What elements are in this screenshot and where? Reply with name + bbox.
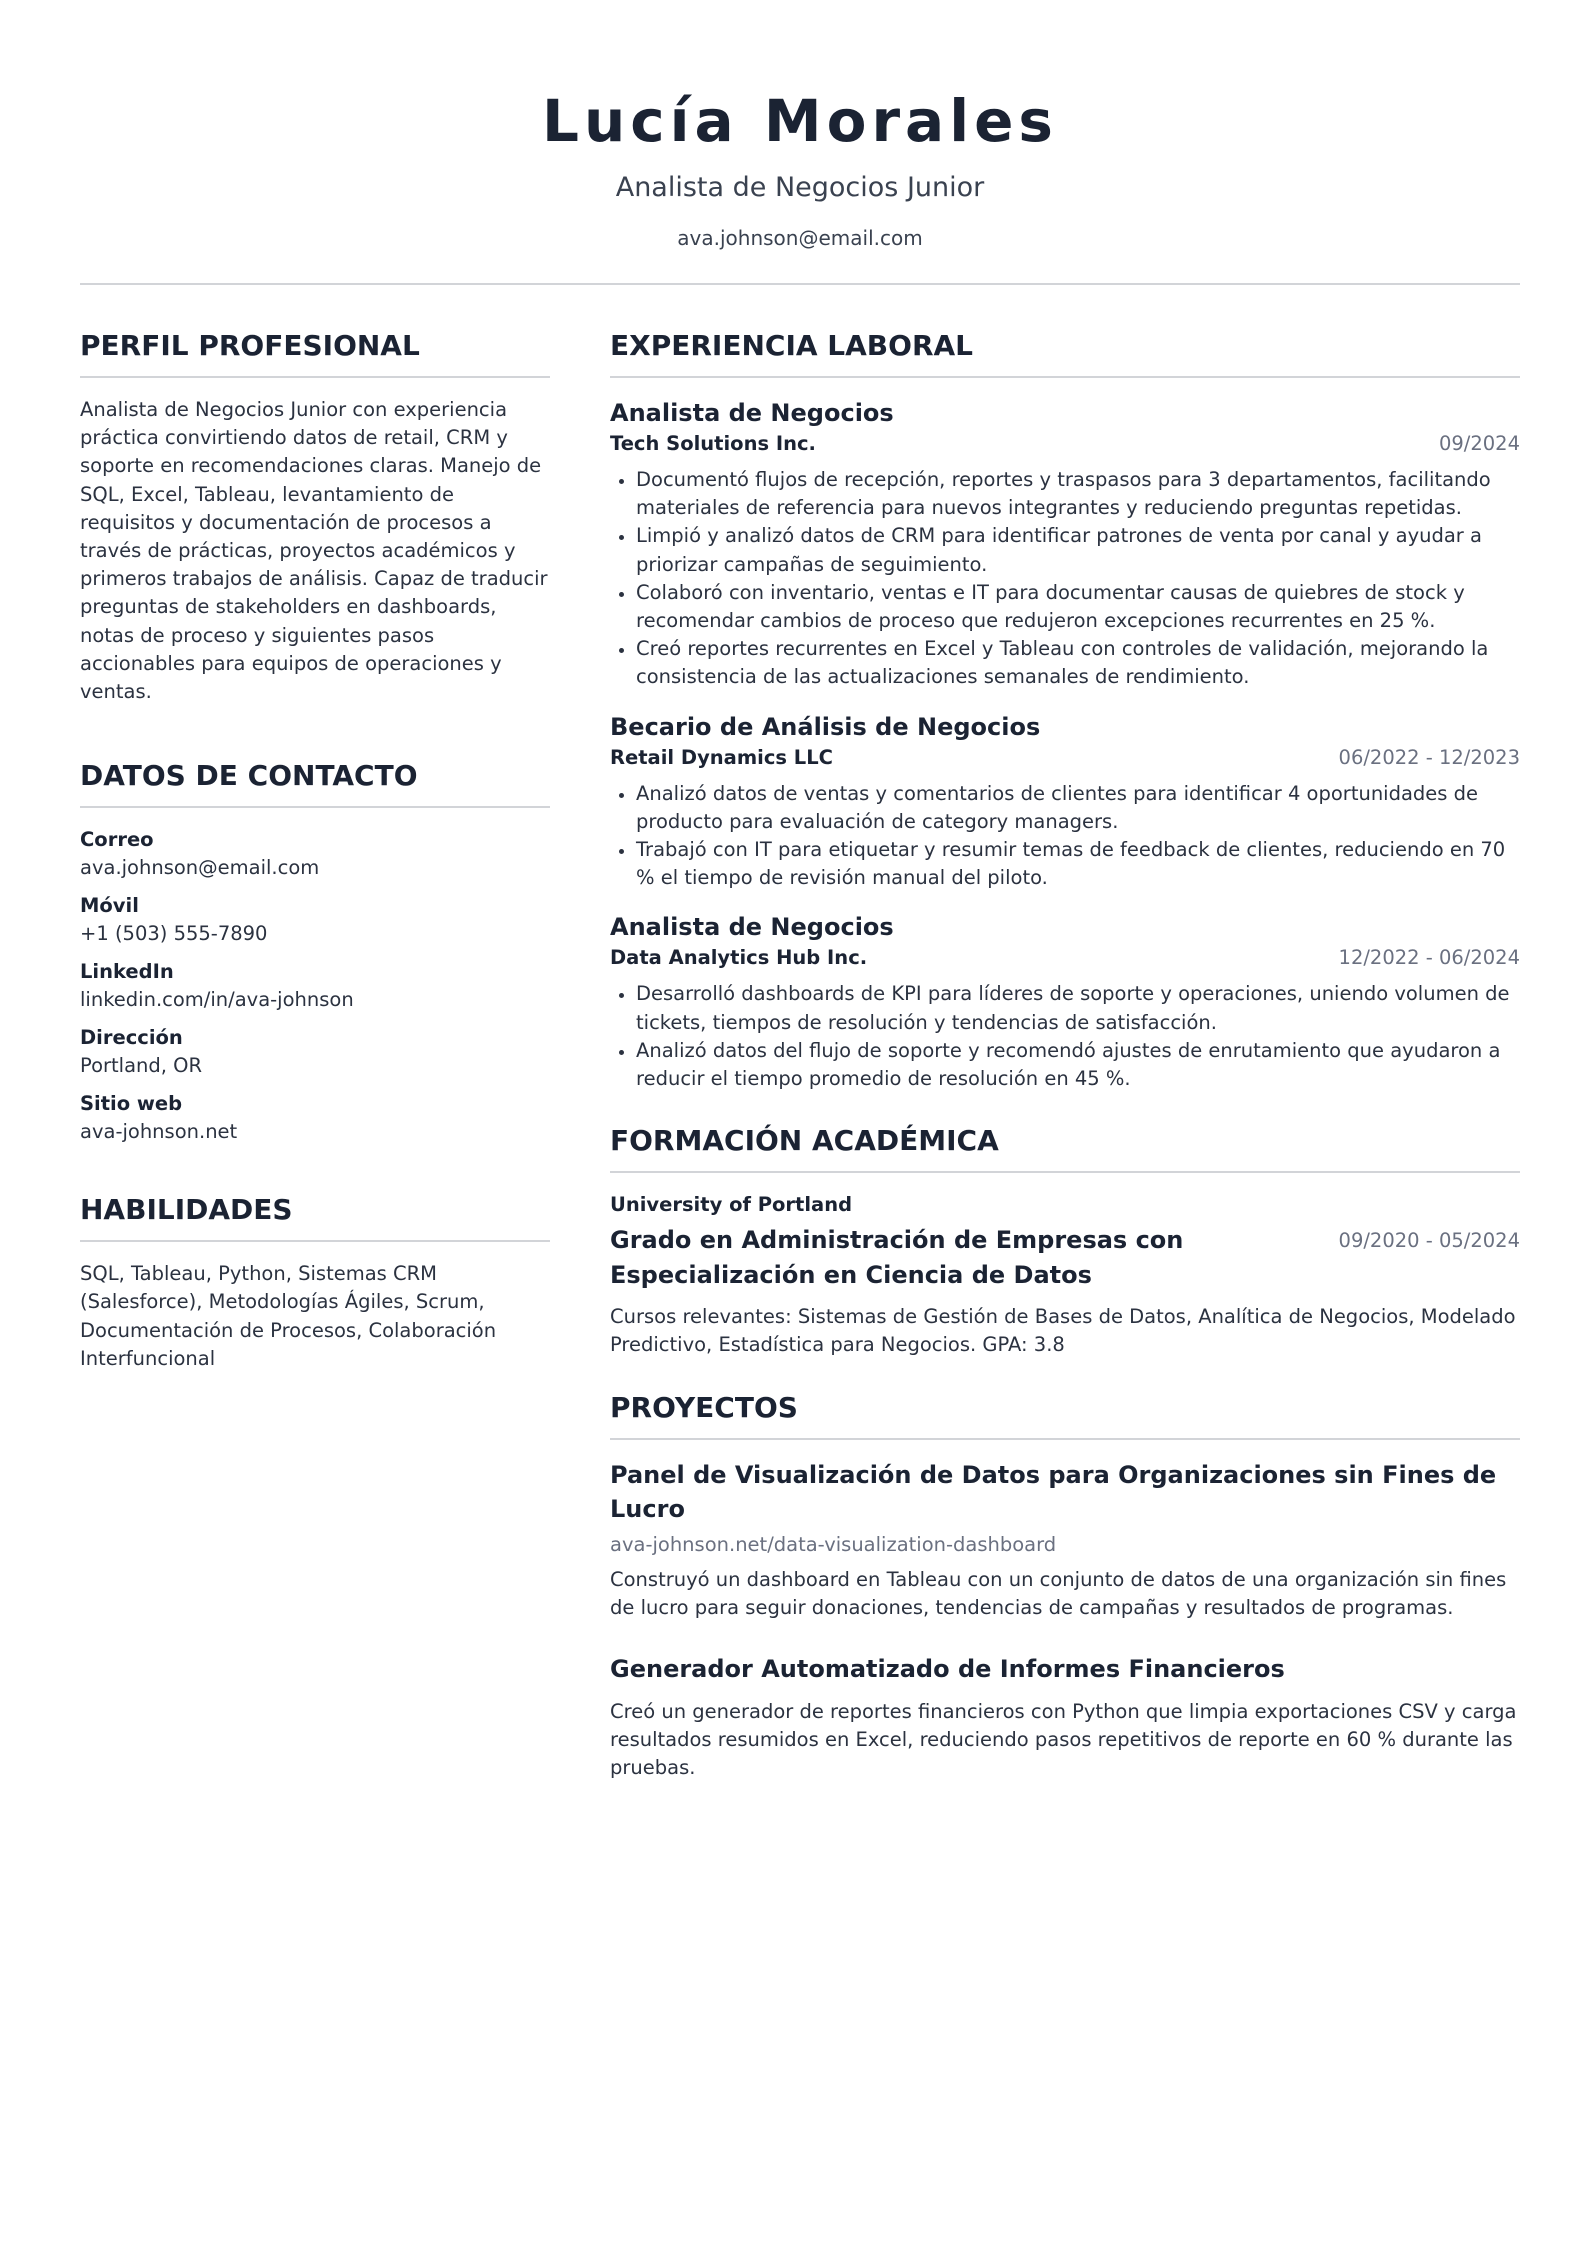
contact-value-website: ava-johnson.net — [80, 1120, 238, 1144]
job-company: Data Analytics Hub Inc. — [610, 946, 868, 970]
education-date: 09/2020 - 05/2024 — [1338, 1229, 1520, 1253]
job-entry — [610, 910, 1520, 1093]
contact-value-mobile: +1 (503) 555-7890 — [80, 922, 268, 946]
education-school: University of Portland — [610, 1193, 853, 1217]
project-description: Construyó un dashboard en Tableau con un conjunto de datos de una organización sin fines de lucro para seguir donaciones, tendencias de campañas y resultados de programas. — [610, 1567, 1507, 1619]
job-bullet: Trabajó con IT para etiquetar y resumir temas de feedback de clientes, reduciendo en 70 % el tiempo de revisión manual del piloto. — [610, 836, 1520, 892]
project-entry — [610, 1458, 1520, 1622]
contact-list — [80, 826, 550, 1146]
job-meta — [610, 944, 1520, 972]
contact-title: DATOS DE CONTACTO — [80, 754, 550, 808]
contact-label-address: Dirección — [80, 1026, 183, 1050]
projects-title: PROYECTOS — [610, 1386, 1520, 1440]
job-bullets — [610, 466, 1520, 692]
experience-title: EXPERIENCIA LABORAL — [610, 324, 1520, 378]
job-entry — [610, 710, 1520, 893]
skills-section — [80, 1188, 550, 1373]
job-bullet: Limpió y analizó datos de CRM para identificar patrones de venta por canal y ayudar a priorizar campañas de seguimiento. — [610, 522, 1520, 578]
education-degree: Grado en Administración de Empresas con Especialización en Ciencia de Datos — [610, 1226, 1184, 1290]
resume-header — [80, 80, 1520, 252]
education-description: Cursos relevantes: Sistemas de Gestión de Bases de Datos, Analítica de Negocios, Modelado Predictivo, Estadística para Negocios. GPA: 3.8 — [610, 1305, 1516, 1357]
job-bullet: Desarrolló dashboards de KPI para líderes de soporte y operaciones, uniendo volumen de tickets, tiempos de resolución y tendencias de satisfacción. — [610, 980, 1520, 1036]
project-entry — [610, 1652, 1520, 1783]
contact-value-address: Portland, OR — [80, 1054, 203, 1078]
job-title: Analista de Negocios — [610, 913, 894, 942]
left-column — [80, 324, 550, 1373]
job-title: Analista de Negocios — [610, 399, 894, 427]
job-bullets — [610, 780, 1520, 893]
education-meta — [610, 1223, 1520, 1293]
profile-text: Analista de Negocios Junior con experiencia práctica convirtiendo datos de retail, CRM y soporte en recomendaciones claras. Manejo de SQL, Excel, Tableau, levantamiento de requisitos y documentación de procesos a través de prácticas, proyectos académicos y primeros trabajos de análisis. Capaz de traducir preguntas de stakeholders en dashboards, notas de proceso y siguientes pasos accionables para equipos de operaciones y ventas. — [80, 398, 548, 704]
profile-section — [80, 324, 550, 706]
job-date: 12/2022 - 06/2024 — [1338, 946, 1520, 970]
project-description: Creó un generador de reportes financieros con Python que limpia exportaciones CSV y carga resultados resumidos en Excel, reduciendo pasos repetitivos de reporte en 60 % durante las pruebas. — [610, 1700, 1517, 1780]
job-bullet: Analizó datos de ventas y comentarios de clientes para identificar 4 oportunidades de producto para evaluación de category managers. — [610, 780, 1520, 836]
education-title: FORMACIÓN ACADÉMICA — [610, 1119, 1520, 1173]
header-email: ava.johnson@email.com — [677, 226, 923, 250]
contact-label-email: Correo — [80, 828, 154, 852]
job-bullet: Documentó flujos de recepción, reportes y traspasos para 3 departamentos, facilitando materiales de referencia para nuevos integrantes y reduciendo preguntas repetidas. — [610, 466, 1520, 522]
project-link[interactable]: ava-johnson.net/data-visualization-dashboard — [610, 1532, 1057, 1556]
contact-value-email: ava.johnson@email.com — [80, 856, 320, 880]
job-meta — [610, 744, 1520, 772]
job-bullets — [610, 980, 1520, 1093]
job-company: Retail Dynamics LLC — [610, 745, 833, 769]
job-bullet: Colaboró con inventario, ventas e IT para documentar causas de quiebres de stock y recomendar cambios de proceso que redujeron excepciones recurrentes en 25 %. — [610, 579, 1520, 635]
contact-section — [80, 754, 550, 1146]
job-company: Tech Solutions Inc. — [610, 432, 816, 455]
job-meta — [610, 430, 1520, 458]
job-bullet: Analizó datos del flujo de soporte y recomendó ajustes de enrutamiento que ayudaron a reducir el tiempo promedio de resolución en 45 %. — [610, 1037, 1520, 1093]
contact-label-linkedin: LinkedIn — [80, 960, 174, 984]
contact-label-website: Sitio web — [80, 1092, 183, 1116]
contact-label-mobile: Móvil — [80, 894, 139, 918]
job-bullet: Creó reportes recurrentes en Excel y Tableau con controles de validación, mejorando la consistencia de las actualizaciones semanales de rendimiento. — [610, 635, 1520, 691]
profile-title: PERFIL PROFESIONAL — [80, 324, 550, 378]
job-date: 06/2022 - 12/2023 — [1338, 745, 1520, 769]
education-section — [610, 1119, 1520, 1359]
job-date: 09/2024 — [1438, 432, 1520, 455]
candidate-name: Lucía Morales — [542, 87, 1058, 155]
header-divider — [80, 283, 1520, 285]
project-title: Panel de Visualización de Datos para Organizaciones sin Fines de Lucro — [610, 1460, 1497, 1523]
contact-value-linkedin: linkedin.com/in/ava-johnson — [80, 988, 354, 1012]
experience-section — [610, 324, 1520, 1093]
skills-text: SQL, Tableau, Python, Sistemas CRM (Salesforce), Metodologías Ágiles, Scrum, Documentación de Procesos, Colaboración Interfuncional — [80, 1262, 497, 1370]
right-column — [610, 324, 1520, 1813]
skills-title: HABILIDADES — [80, 1188, 550, 1242]
job-title: Becario de Análisis de Negocios — [610, 712, 1041, 741]
candidate-role: Analista de Negocios Junior — [615, 172, 985, 203]
job-entry — [610, 396, 1520, 692]
projects-section — [610, 1386, 1520, 1783]
project-title: Generador Automatizado de Informes Financieros — [610, 1655, 1285, 1684]
